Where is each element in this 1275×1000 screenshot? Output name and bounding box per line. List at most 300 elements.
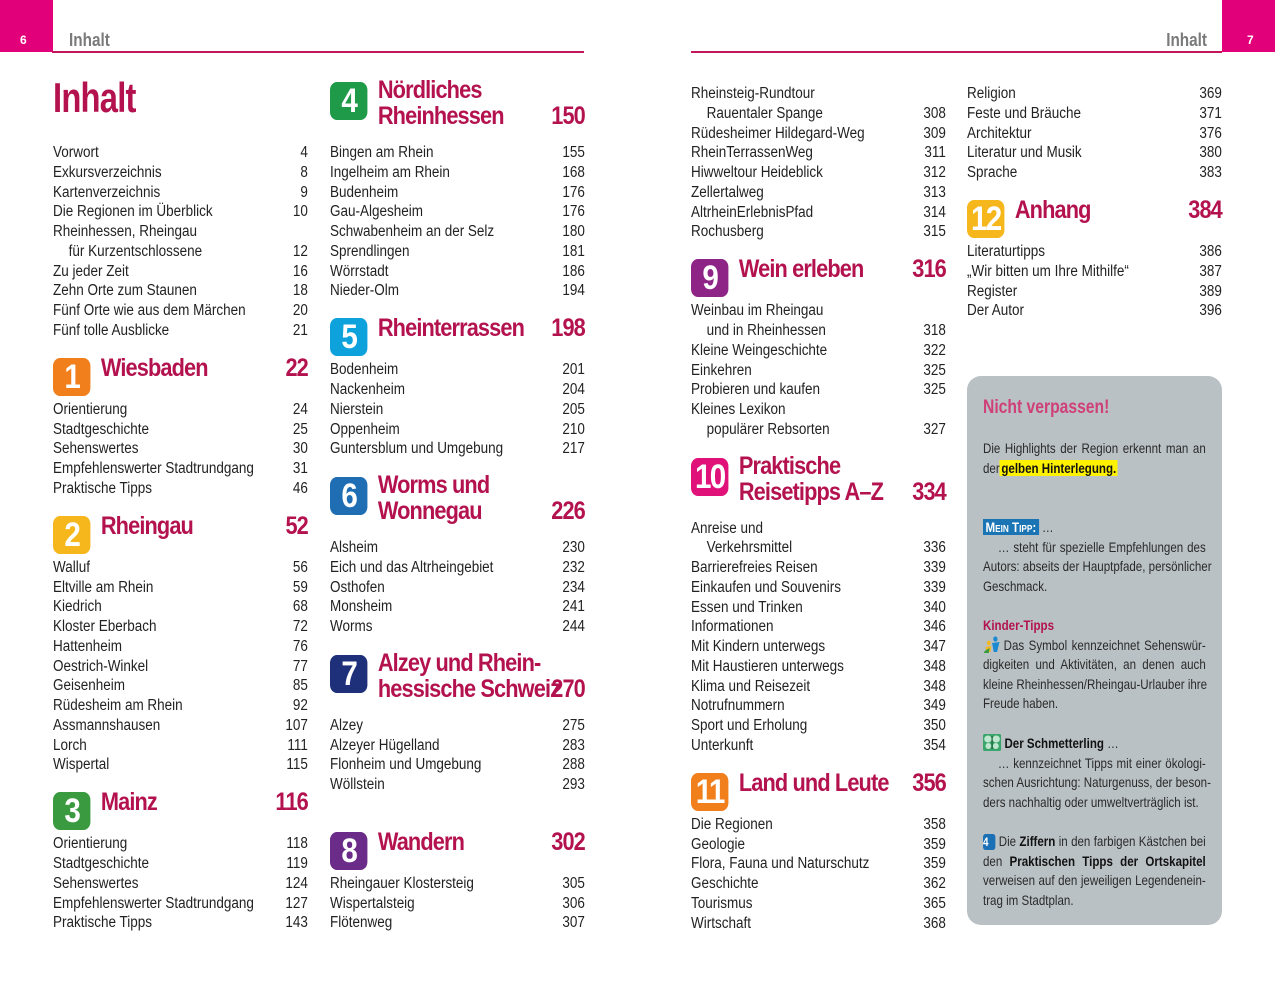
toc-entry-title: Praktische Tipps: [53, 914, 152, 932]
toc-entry-page: 168: [562, 163, 585, 181]
infobox-title-block: [983, 398, 1206, 418]
toc-entry[interactable]: [691, 143, 946, 163]
toc-entry[interactable]: [691, 222, 946, 242]
toc-entry[interactable]: [691, 637, 946, 657]
toc-chapter-heading[interactable]: [691, 756, 946, 815]
toc-entry-title: Vorwort: [53, 144, 99, 161]
chapter-number-badge: 2: [53, 516, 90, 554]
toc-entry[interactable]: [691, 341, 946, 361]
toc-entry[interactable]: [691, 914, 946, 934]
toc-entry-title: Die Regionen: [691, 815, 773, 833]
toc-entry[interactable]: [53, 558, 308, 578]
toc-entry-page: 336: [923, 539, 946, 557]
right-running-head: Inhalt: [1166, 30, 1207, 50]
toc-entry-title: Feste und Bräuche: [967, 104, 1081, 122]
toc-entry-page: 111: [287, 736, 308, 754]
toc-entry[interactable]: [691, 835, 946, 855]
toc-entry[interactable]: [330, 538, 585, 558]
toc-entry-title: Wispertalsteig: [330, 894, 415, 912]
toc-entry[interactable]: [53, 736, 308, 756]
toc-entry[interactable]: [330, 400, 585, 420]
toc-entry-title: Bodenheim: [330, 361, 399, 379]
toc-entry[interactable]: [53, 439, 308, 459]
chapter-title: [739, 770, 946, 796]
toc-entry-page: 348: [923, 677, 946, 695]
toc-entry[interactable]: [967, 143, 1222, 163]
chapter-page: 334: [912, 477, 946, 506]
toc-entry-title: Die Regionen im Überblick: [53, 203, 213, 221]
chapter-title: [378, 829, 585, 855]
toc-entry-title: Lorch: [53, 736, 87, 754]
toc-entry-title: Tourismus: [691, 894, 753, 912]
toc-entry-title: Bingen am Rhein: [330, 144, 434, 161]
toc-entry-page: 155: [562, 144, 585, 161]
left-header-rule: [52, 51, 584, 53]
toc-entry[interactable]: [330, 578, 585, 598]
toc-entry[interactable]: [330, 202, 585, 222]
ziffern-line: [983, 832, 1206, 852]
left-running-head: Inhalt: [69, 30, 110, 50]
mein-tipp-note: [983, 518, 1212, 596]
toc-chapter-heading[interactable]: [330, 459, 585, 538]
toc-entry-title: Gau-Algesheim: [330, 203, 423, 221]
highlight-pre: der: [983, 459, 1000, 476]
chapter-number-badge: 7: [330, 655, 367, 693]
toc-entry-title: RheinTerrassenWeg: [691, 144, 813, 162]
toc-entry-title: Orientierung: [53, 835, 128, 853]
toc-entry[interactable]: [691, 84, 946, 104]
toc-chapter-heading[interactable]: [691, 440, 946, 519]
toc-entry-page: 288: [562, 756, 585, 774]
toc-entry-title: Weinbau im Rheingau: [691, 302, 824, 320]
toc-entry-page: 234: [562, 578, 585, 596]
toc-entry[interactable]: [53, 578, 308, 598]
toc-entry-title: Sprendlingen: [330, 242, 410, 260]
toc-entry[interactable]: [967, 163, 1222, 183]
toc-entry[interactable]: [691, 124, 946, 144]
toc-entry-title: Flora, Fauna und Naturschutz: [691, 855, 870, 873]
toc-entry-title: Zellertalweg: [691, 183, 764, 201]
ziffern-text: Die: [995, 833, 1020, 849]
toc-entry-title: Mit Kindern unterwegs: [691, 638, 826, 655]
chapter-title-line: Worms und: [377, 471, 490, 499]
toc-entry-title: Oppenheim: [330, 420, 400, 438]
toc-entry[interactable]: [53, 637, 308, 657]
toc-entry-page: 325: [923, 381, 946, 399]
chapter-page: 198: [551, 314, 585, 342]
toc-entry[interactable]: [53, 854, 308, 874]
toc-entry-page: 309: [923, 124, 946, 142]
toc-entry[interactable]: [691, 400, 946, 420]
toc-entry[interactable]: [967, 282, 1222, 302]
chapter-title: [101, 513, 308, 539]
toc-chapter-heading[interactable]: [330, 637, 585, 716]
toc-column-3: [691, 84, 946, 933]
toc-entry-page: 201: [562, 361, 585, 379]
toc-entry-title: populärer Rebsorten: [706, 420, 830, 438]
chapter-title: [1015, 197, 1222, 223]
chapter-page: 52: [285, 511, 308, 540]
ziffern-note: [983, 832, 1206, 910]
toc-entry-page: 176: [562, 183, 585, 201]
toc-entry[interactable]: [330, 755, 585, 775]
ziffern-line: trag im Stadtplan.: [983, 891, 1074, 908]
toc-entry-title: Sprache: [967, 164, 1018, 181]
toc-entry-page: 387: [1199, 262, 1222, 280]
toc-entry[interactable]: [330, 775, 585, 795]
chapter-title: [101, 789, 308, 815]
schmetterling-line: schen Ausrichtung: Naturgenuss, der beson-: [983, 774, 1211, 791]
toc-entry[interactable]: [691, 163, 946, 183]
toc-entry[interactable]: [330, 420, 585, 440]
toc-entry[interactable]: [330, 163, 585, 183]
toc-entry[interactable]: [691, 854, 946, 874]
toc-entry-page: 283: [562, 736, 585, 754]
highlight-note: [983, 439, 1206, 478]
toc-entry-page: 311: [924, 144, 946, 162]
toc-entry[interactable]: [330, 617, 585, 637]
toc-entry-title: Rheinsteig-Rundtour: [691, 85, 815, 102]
toc-entry[interactable]: [53, 913, 308, 933]
chapter-title-line: hessische Schweiz: [377, 674, 561, 703]
toc-entry[interactable]: [53, 183, 308, 203]
toc-entry-title: Notrufnummern: [691, 697, 785, 715]
toc-entry[interactable]: [691, 361, 946, 381]
toc-entry[interactable]: [53, 716, 308, 736]
toc-entry-title: Verkehrsmittel: [706, 539, 793, 557]
toc-entry[interactable]: [53, 479, 308, 499]
toc-entry[interactable]: [691, 874, 946, 894]
toc-entry[interactable]: [330, 380, 585, 400]
toc-entry-title: Empfehlenswerter Stadtrundgang: [53, 460, 254, 477]
toc-entry-title: Orientierung: [53, 400, 128, 418]
toc-entry-page: 143: [285, 914, 308, 932]
toc-entry-page: 359: [923, 835, 946, 853]
toc-chapter-heading[interactable]: [53, 499, 308, 558]
toc-entry[interactable]: [53, 222, 308, 242]
toc-entry-page: 346: [923, 618, 946, 636]
toc-entry-title: Geologie: [691, 835, 745, 853]
toc-entry-title: Zu jeder Zeit: [53, 262, 129, 280]
toc-entry-page: 68: [292, 598, 308, 616]
toc-entry[interactable]: [53, 459, 308, 479]
kinder-tipps-note: [983, 616, 1206, 714]
chapter-title-line: Rheinterrassen: [377, 314, 525, 342]
toc-entry[interactable]: [53, 597, 308, 617]
toc-entry-page: 9: [300, 183, 308, 201]
toc-entry-page: 396: [1199, 302, 1222, 320]
toc-entry[interactable]: [691, 104, 946, 124]
toc-chapter-heading[interactable]: [330, 64, 585, 143]
toc-chapter-heading[interactable]: [330, 815, 585, 874]
toc-entry-page: 314: [923, 203, 946, 221]
toc-entry[interactable]: [330, 360, 585, 380]
toc-entry-title: Unterkunft: [691, 736, 754, 754]
toc-entry-page: 359: [923, 855, 946, 873]
toc-entry[interactable]: [691, 736, 946, 756]
toc-entry[interactable]: [330, 439, 585, 459]
toc-entry-page: 348: [923, 657, 946, 675]
toc-entry[interactable]: [330, 262, 585, 282]
toc-entry-page: 46: [292, 479, 308, 497]
toc-entry-title: Sehenswertes: [53, 874, 139, 892]
toc-entry-page: 354: [923, 736, 946, 754]
toc-entry-title: Oestrich-Winkel: [53, 657, 149, 675]
toc-entry[interactable]: [330, 242, 585, 262]
schmetterling-line: … kennzeichnet Tipps mit einer ökologi-: [997, 754, 1206, 771]
toc-entry[interactable]: [967, 301, 1222, 321]
toc-entry[interactable]: [330, 222, 585, 242]
toc-entry-page: 369: [1199, 85, 1222, 102]
toc-chapter-heading[interactable]: [967, 183, 1222, 242]
toc-entry-title: Essen und Trinken: [691, 598, 803, 616]
number-box-icon: 4: [983, 834, 995, 850]
chapter-page: 270: [551, 674, 585, 703]
toc-entry-page: 20: [292, 302, 308, 319]
toc-entry-page: 315: [923, 223, 946, 241]
toc-entry[interactable]: [53, 696, 308, 716]
toc-entry-page: 371: [1199, 104, 1222, 122]
chapter-number-badge: 1: [53, 358, 90, 396]
toc-entry-title: Guntersblum und Umgebung: [330, 440, 504, 458]
toc-entry-title: Informationen: [691, 618, 774, 636]
toc-entry[interactable]: [53, 657, 308, 677]
toc-entry-page: 16: [292, 262, 308, 280]
toc-entry-title: Klima und Reisezeit: [691, 677, 811, 695]
toc-entry-page: 376: [1199, 124, 1222, 142]
toc-entry-title: Architektur: [967, 124, 1032, 142]
toc-entry[interactable]: [53, 321, 308, 341]
toc-entry[interactable]: [53, 301, 308, 321]
toc-entry[interactable]: [330, 183, 585, 203]
toc-entry-page: 180: [562, 223, 585, 240]
left-page-number: 6: [20, 33, 27, 47]
toc-column-2: [330, 64, 585, 933]
toc-entry[interactable]: [53, 894, 308, 914]
toc-entry[interactable]: [691, 301, 946, 321]
kinder-line: Freude haben.: [983, 695, 1059, 712]
toc-entry-page: 293: [562, 776, 585, 793]
toc-entry[interactable]: [691, 598, 946, 618]
toc-entry[interactable]: [967, 242, 1222, 262]
toc-entry-title: Probieren und kaufen: [691, 381, 820, 399]
chapter-number-badge: 6: [330, 477, 367, 515]
toc-entry[interactable]: [330, 281, 585, 301]
toc-entry[interactable]: [53, 834, 308, 854]
toc-entry[interactable]: [691, 380, 946, 400]
toc-entry-title: Eltville am Rhein: [53, 578, 154, 596]
toc-entry-title: Osthofen: [330, 578, 385, 596]
toc-entry-title: Praktische Tipps: [53, 479, 152, 497]
toc-entry[interactable]: [967, 84, 1222, 104]
infobox-title: Nicht verpassen!: [983, 397, 1110, 418]
kinder-line: kleine Rheinhessen/Rheingau-Urlauber ihre: [983, 675, 1208, 692]
toc-entry[interactable]: [691, 558, 946, 578]
toc-entry[interactable]: [53, 262, 308, 282]
toc-entry-title: Einkaufen und Souvenirs: [691, 578, 841, 596]
toc-entry-title: Worms: [330, 618, 373, 635]
toc-chapter-heading[interactable]: [691, 242, 946, 301]
toc-entry[interactable]: [53, 617, 308, 637]
toc-entry[interactable]: [330, 143, 585, 163]
toc-entry-title: Religion: [967, 85, 1016, 102]
toc-entry[interactable]: [330, 894, 585, 914]
toc-chapter-heading[interactable]: [53, 775, 308, 834]
toc-entry-page: 92: [292, 697, 308, 714]
ziffern-text: in den farbigen Kästchen bei: [1055, 833, 1206, 849]
chapter-title: [739, 453, 946, 505]
toc-entry[interactable]: [53, 242, 308, 262]
mein-tipp-line: Geschmack.: [983, 577, 1048, 594]
toc-entry-title: Rheingauer Klostersteig: [330, 874, 474, 892]
toc-entry-page: 322: [923, 341, 946, 359]
toc-entry-title: Sehenswertes: [53, 440, 139, 458]
butterfly-icon: [983, 734, 1001, 751]
schmetterling-ellipsis: …: [1103, 735, 1119, 751]
toc-entry[interactable]: [330, 913, 585, 933]
toc-entry-title: Nackenheim: [330, 381, 405, 398]
toc-entry-title: Wirtschaft: [691, 914, 751, 932]
ziffern-line: verweisen auf den jeweiligen Legendenein-: [983, 872, 1206, 889]
toc-entry-title: und in Rheinhessen: [706, 322, 826, 339]
toc-entry-page: 21: [292, 321, 308, 339]
toc-entry-page: 8: [300, 163, 308, 181]
toc-entry[interactable]: [53, 676, 308, 696]
toc-entry-title: Literatur und Musik: [967, 144, 1082, 162]
chapter-title-line: Alzey und Rhein-: [377, 648, 541, 677]
toc-entry-title: Kleine Weingeschichte: [691, 341, 828, 359]
toc-entry-title: Alsheim: [330, 539, 378, 556]
toc-entry-page: 307: [562, 914, 585, 932]
toc-entry[interactable]: [691, 657, 946, 677]
toc-entry-title: Rheinhessen, Rheingau: [53, 223, 197, 240]
chapter-number-badge: 4: [330, 82, 367, 120]
toc-entry-page: 30: [292, 440, 308, 458]
toc-entry[interactable]: [53, 281, 308, 301]
toc-entry[interactable]: [330, 874, 585, 894]
toc-entry[interactable]: [691, 696, 946, 716]
toc-entry-page: 313: [923, 183, 946, 201]
toc-column-1: [53, 143, 308, 933]
schmetterling-line: ders nachhaltig oder umweltverträglich ist.: [983, 793, 1199, 810]
toc-entry-page: 350: [923, 717, 946, 734]
toc-entry-title: Wispertal: [53, 756, 110, 774]
toc-entry-title: Register: [967, 282, 1018, 300]
toc-entry-title: Fünf tolle Ausblicke: [53, 321, 170, 339]
toc-entry-title: Hattenheim: [53, 637, 122, 655]
highlight-marked-text: gelben Hinterlegung.: [1001, 459, 1117, 476]
toc-entry[interactable]: [53, 143, 308, 163]
toc-entry[interactable]: [330, 736, 585, 756]
toc-entry-page: 325: [923, 361, 946, 379]
toc-entry-page: 362: [923, 875, 946, 892]
toc-entry-page: 204: [562, 381, 585, 398]
toc-entry-title: Ingelheim am Rhein: [330, 163, 450, 181]
toc-entry[interactable]: [967, 262, 1222, 282]
toc-entry-page: 308: [923, 104, 946, 122]
ziffern-bold: Ziffern: [1019, 833, 1056, 849]
toc-entry[interactable]: [967, 104, 1222, 124]
toc-entry-title: Wörrstadt: [330, 262, 389, 280]
mein-tipp-line: Autors: abseits der Hauptpfade, persönlicher: [983, 558, 1212, 575]
right-page-number: 7: [1247, 33, 1254, 47]
chapter-title-line: Wonnegau: [377, 497, 482, 525]
toc-entry-page: 119: [286, 855, 308, 872]
schmetterling-note: [983, 734, 1211, 812]
toc-entry-title: Kiedrich: [53, 598, 102, 616]
ziffern-text: den: [983, 852, 1010, 869]
chapter-page: 226: [551, 497, 585, 525]
toc-entry-title: Flonheim und Umgebung: [330, 756, 482, 774]
chapter-page: 22: [285, 353, 308, 382]
toc-entry[interactable]: [691, 519, 946, 539]
toc-entry-page: 306: [562, 894, 585, 912]
toc-entry[interactable]: [330, 716, 585, 736]
toc-entry[interactable]: [691, 203, 946, 223]
toc-entry[interactable]: [53, 755, 308, 775]
toc-entry-page: 76: [292, 637, 308, 655]
toc-entry[interactable]: [691, 617, 946, 637]
toc-entry-page: 31: [292, 460, 308, 477]
toc-column-4: [967, 84, 1222, 321]
toc-entry[interactable]: [691, 894, 946, 914]
chapter-title-line: Rheingau: [100, 511, 193, 540]
chapter-title-line: Rheinhessen: [377, 102, 504, 130]
toc-chapter-heading[interactable]: [330, 301, 585, 360]
toc-entry-page: 339: [923, 578, 946, 596]
chapter-number-badge: 8: [330, 832, 367, 870]
toc-entry[interactable]: [691, 183, 946, 203]
toc-entry[interactable]: [691, 677, 946, 697]
chapter-number-badge: 5: [330, 318, 367, 356]
toc-entry[interactable]: [691, 538, 946, 558]
toc-entry[interactable]: [53, 420, 308, 440]
toc-entry-title: Fünf Orte wie aus dem Märchen: [53, 302, 246, 319]
toc-entry[interactable]: [330, 597, 585, 617]
toc-entry[interactable]: [53, 202, 308, 222]
toc-entry[interactable]: [691, 321, 946, 341]
toc-entry-page: 232: [562, 558, 585, 576]
toc-entry-page: 59: [292, 578, 308, 596]
toc-entry-page: 4: [300, 144, 308, 161]
toc-entry-page: 305: [562, 874, 585, 892]
toc-entry[interactable]: [967, 124, 1222, 144]
toc-chapter-heading[interactable]: [53, 341, 308, 400]
toc-entry-title: Budenheim: [330, 183, 399, 201]
toc-entry-page: 318: [923, 322, 946, 339]
toc-entry-page: 386: [1199, 243, 1222, 260]
toc-entry[interactable]: [330, 558, 585, 578]
chapter-title-line: Praktische: [738, 451, 841, 480]
chapter-title-line: Reisetipps A–Z: [738, 477, 883, 506]
toc-entry-page: 244: [562, 618, 585, 635]
toc-entry[interactable]: [691, 420, 946, 440]
toc-entry[interactable]: [53, 874, 308, 894]
toc-entry-title: Kartenverzeichnis: [53, 183, 161, 201]
toc-entry[interactable]: [691, 716, 946, 736]
toc-entry-title: „Wir bitten um Ihre Mithilfe“: [967, 262, 1129, 280]
toc-entry[interactable]: [53, 163, 308, 183]
chapter-title-line: Wein erleben: [738, 255, 864, 283]
toc-entry-title: Einkehren: [691, 361, 752, 379]
chapter-page: 116: [275, 788, 308, 816]
toc-entry[interactable]: [691, 815, 946, 835]
toc-entry[interactable]: [53, 400, 308, 420]
schmetterling-title: Der Schmetterling: [1004, 735, 1104, 751]
toc-entry-page: 210: [562, 420, 585, 438]
toc-entry-page: 368: [923, 914, 946, 932]
toc-entry[interactable]: [691, 578, 946, 598]
